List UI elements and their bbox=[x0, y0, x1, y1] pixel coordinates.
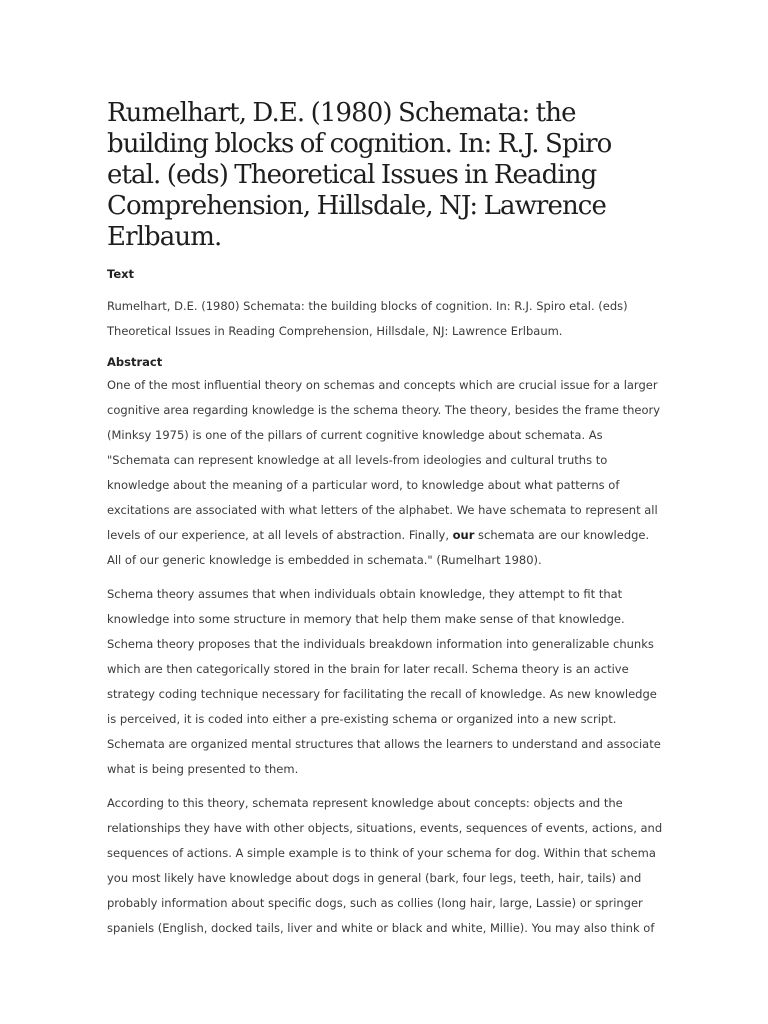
body-paragraph-2: Schema theory assumes that when individuals obtain knowledge, they attempt to fit that knowledge into some structure in memory that help them make sense of that knowledge. Schema theory proposes that the individuals breakdown information into generalizable chunks which are then categorically stored in the brain for later recall. Schema theory is an active strategy coding technique necessary for facilitating the recall of knowledge. As new knowledge is perceived, it is coded into either a pre-existing schema or organized into a new script. Schemata are organized mental structures that allows the learners to understand and associate what is being presented to them. bbox=[107, 587, 661, 776]
document-title: Rumelhart, D.E. (1980) Schemata: the building blocks of cognition. In: R.J. Spiro etal. (eds) Theoretical Issues in Reading Comprehension, Hillsdale, NJ: Lawrence Erlbaum. bbox=[107, 98, 612, 252]
citation-paragraph: Rumelhart, D.E. (1980) Schemata: the building blocks of cognition. In: R.J. Spiro etal. (eds) Theoretical Issues in Reading Comprehension, Hillsdale, NJ: Lawrence Erlbaum. bbox=[107, 299, 628, 338]
abstract-text-start: One of the most influential theory on schemas and concepts which are crucial issue for a larger cognitive area regarding knowledge is the schema theory. The theory, besides the frame theory (Minksy 1975) is one of the pillars of current cognitive knowledge about schemata. As "Schemata can represent knowledge at all levels-from ideologies and cultural truths to knowledge about the meaning of a particular word, to knowledge about what patterns of excitations are associated with what letters of the alphabet. We have schemata to represent all levels of our experience, at all levels of abstraction. Finally, bbox=[107, 378, 661, 542]
abstract-section-label: Abstract bbox=[107, 355, 163, 369]
document-page bbox=[107, 98, 667, 941]
abstract-text-end: schemata are our knowledge. All of our generic knowledge is embedded in schemata." (Rumelhart 1980). bbox=[107, 528, 650, 567]
abstract-bold-word: our bbox=[452, 528, 475, 542]
body-paragraph-3: According to this theory, schemata represent knowledge about concepts: objects and the relationships they have with other objects, situations, events, sequences of events, actions, and sequences of actions. A simple example is to think of your schema for dog. Within that schema you most likely have knowledge about dogs in general (bark, four legs, teeth, hair, tails) and probably information about specific dogs, such as collies (long hair, large, Lassie) or springer spaniels (English, docked tails, liver and white or black and white, Millie). You may also think of bbox=[107, 796, 663, 935]
abstract-paragraph bbox=[107, 373, 667, 573]
text-section-label: Text bbox=[107, 267, 135, 281]
